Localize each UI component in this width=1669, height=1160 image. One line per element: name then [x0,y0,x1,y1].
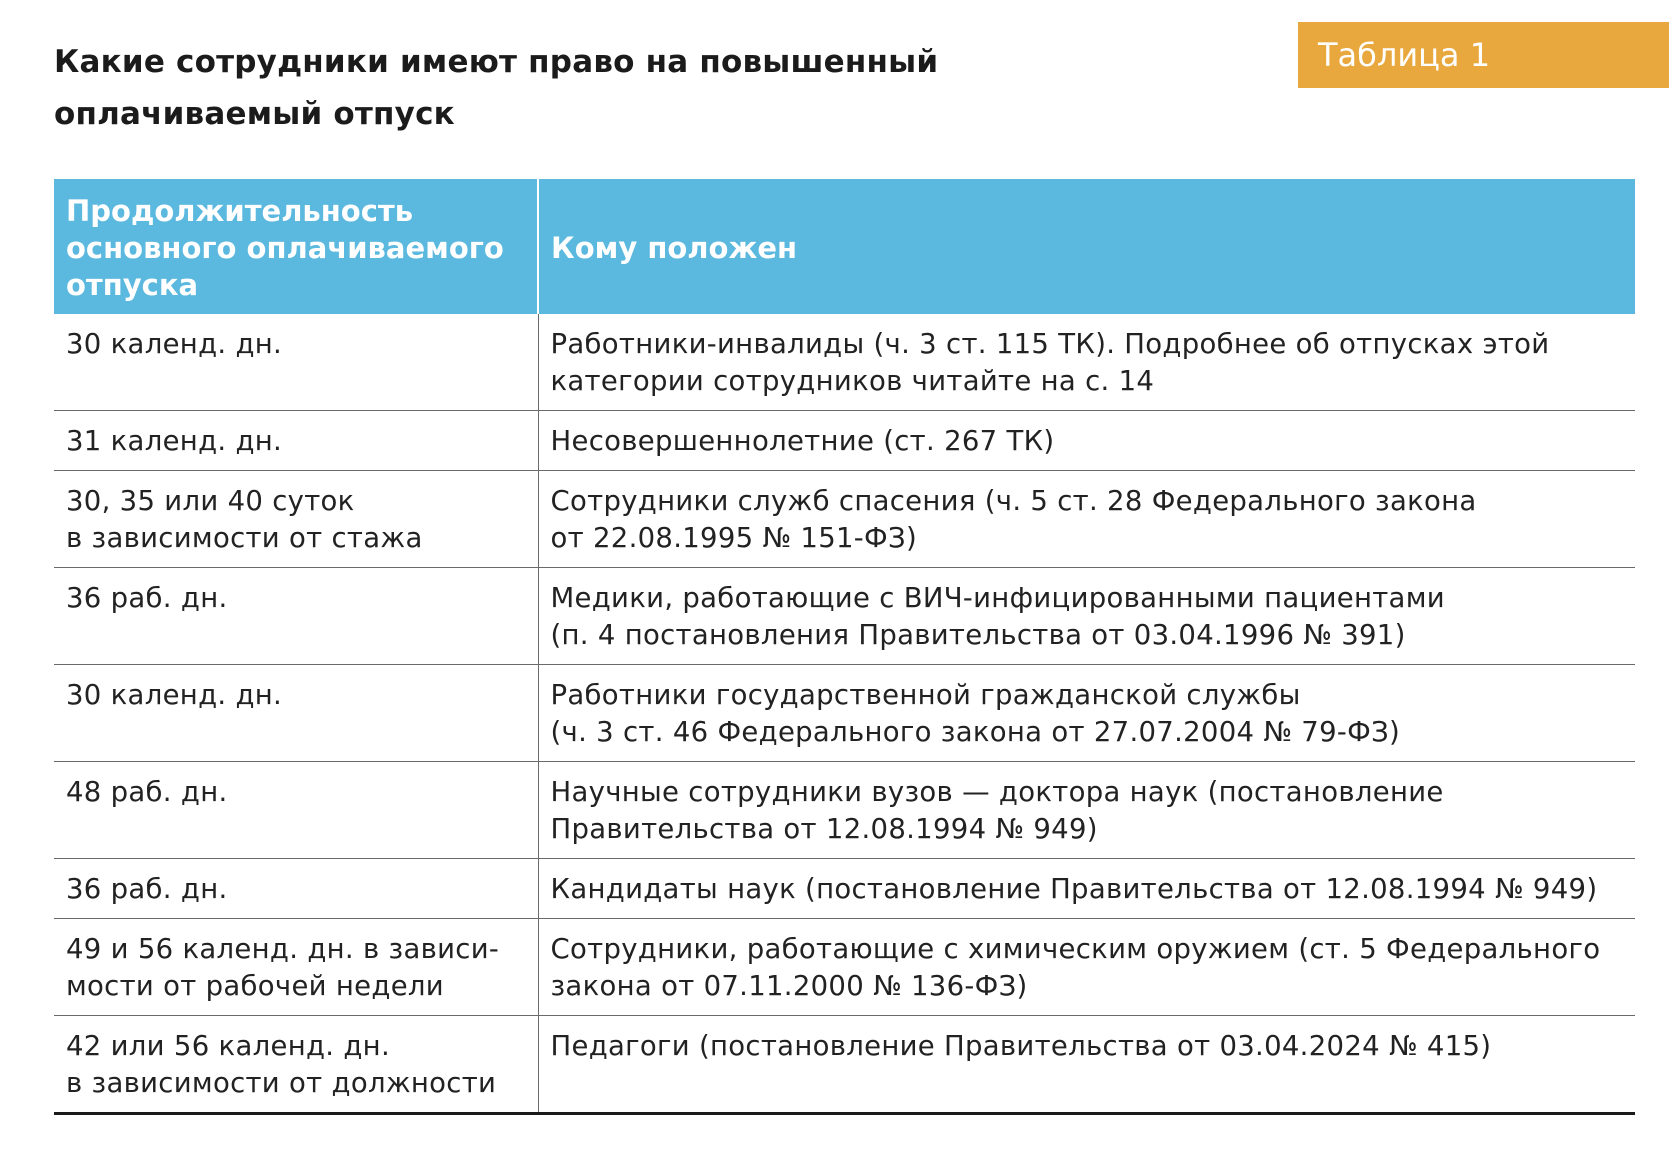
table-row [54,859,1635,919]
eligibility-cell [538,919,1635,1016]
eligibility-cell [538,411,1635,471]
page-title: Какие сотрудники имеют право на повышенный оплачиваемый отпуск [54,44,939,132]
eligibility-text: Работники государственной гражданской службы (ч. 3 ст. 46 Федерального закона от 27.07.2004 № 79-ФЗ) [550,679,1401,748]
duration-text: 36 раб. дн. [66,873,228,905]
eligibility-cell [538,859,1635,919]
table-row [54,919,1635,1016]
eligibility-text: Несовершеннолетние (ст. 267 ТК) [550,425,1055,457]
duration-cell [54,859,538,919]
eligibility-cell [538,665,1635,762]
vacation-table-container [54,179,1635,1115]
table-row [54,411,1635,471]
column-header-duration: Продолжительность основного оплачиваемого отпуска [54,179,538,314]
duration-cell [54,762,538,859]
eligibility-text: Медики, работающие с ВИЧ-инфицированными пациентами (п. 4 постановления Правительства от 03.04.1996 № 391) [550,582,1445,651]
eligibility-cell [538,1016,1635,1114]
duration-text: 42 или 56 календ. дн. в зависимости от должности [66,1030,497,1099]
table-number-badge: Таблица 1 [1298,22,1669,88]
duration-cell [54,1016,538,1114]
duration-cell [54,314,538,411]
duration-text: 48 раб. дн. [66,776,228,808]
table-row [54,568,1635,665]
table-row [54,762,1635,859]
eligibility-cell [538,471,1635,568]
duration-cell [54,919,538,1016]
column-header-who: Кому положен [538,179,1635,314]
table-body [54,314,1635,1114]
eligibility-cell [538,314,1635,411]
vacation-table [54,179,1635,1115]
eligibility-text: Сотрудники, работающие с химическим оружием (ст. 5 Федерального закона от 07.11.2000 № 136-ФЗ) [550,933,1601,1002]
duration-cell [54,471,538,568]
duration-text: 36 раб. дн. [66,582,228,614]
duration-text: 49 и 56 календ. дн. в зависи- мости от рабочей недели [66,933,500,1002]
eligibility-text: Сотрудники служб спасения (ч. 5 ст. 28 Федерального закона от 22.08.1995 № 151-ФЗ) [550,485,1477,554]
duration-text: 30, 35 или 40 суток в зависимости от стажа [66,485,423,554]
duration-text: 30 календ. дн. [66,679,283,711]
table-row [54,314,1635,411]
eligibility-text: Научные сотрудники вузов — доктора наук (постановление Правительства от 12.08.1994 № 949) [550,776,1444,845]
table-row [54,665,1635,762]
duration-cell [54,665,538,762]
duration-text: 31 календ. дн. [66,425,283,457]
eligibility-text: Педагоги (постановление Правительства от 03.04.2024 № 415) [550,1030,1492,1062]
table-row [54,471,1635,568]
table-row [54,1016,1635,1114]
table-header-row [54,179,1635,314]
eligibility-text: Работники-инвалиды (ч. 3 ст. 115 ТК). Подробнее об отпусках этой категории сотрудников читайте на с. 14 [550,328,1550,397]
eligibility-text: Кандидаты наук (постановление Правительства от 12.08.1994 № 949) [550,873,1598,905]
eligibility-cell [538,762,1635,859]
duration-cell [54,411,538,471]
duration-cell [54,568,538,665]
duration-text: 30 календ. дн. [66,328,283,360]
eligibility-cell [538,568,1635,665]
